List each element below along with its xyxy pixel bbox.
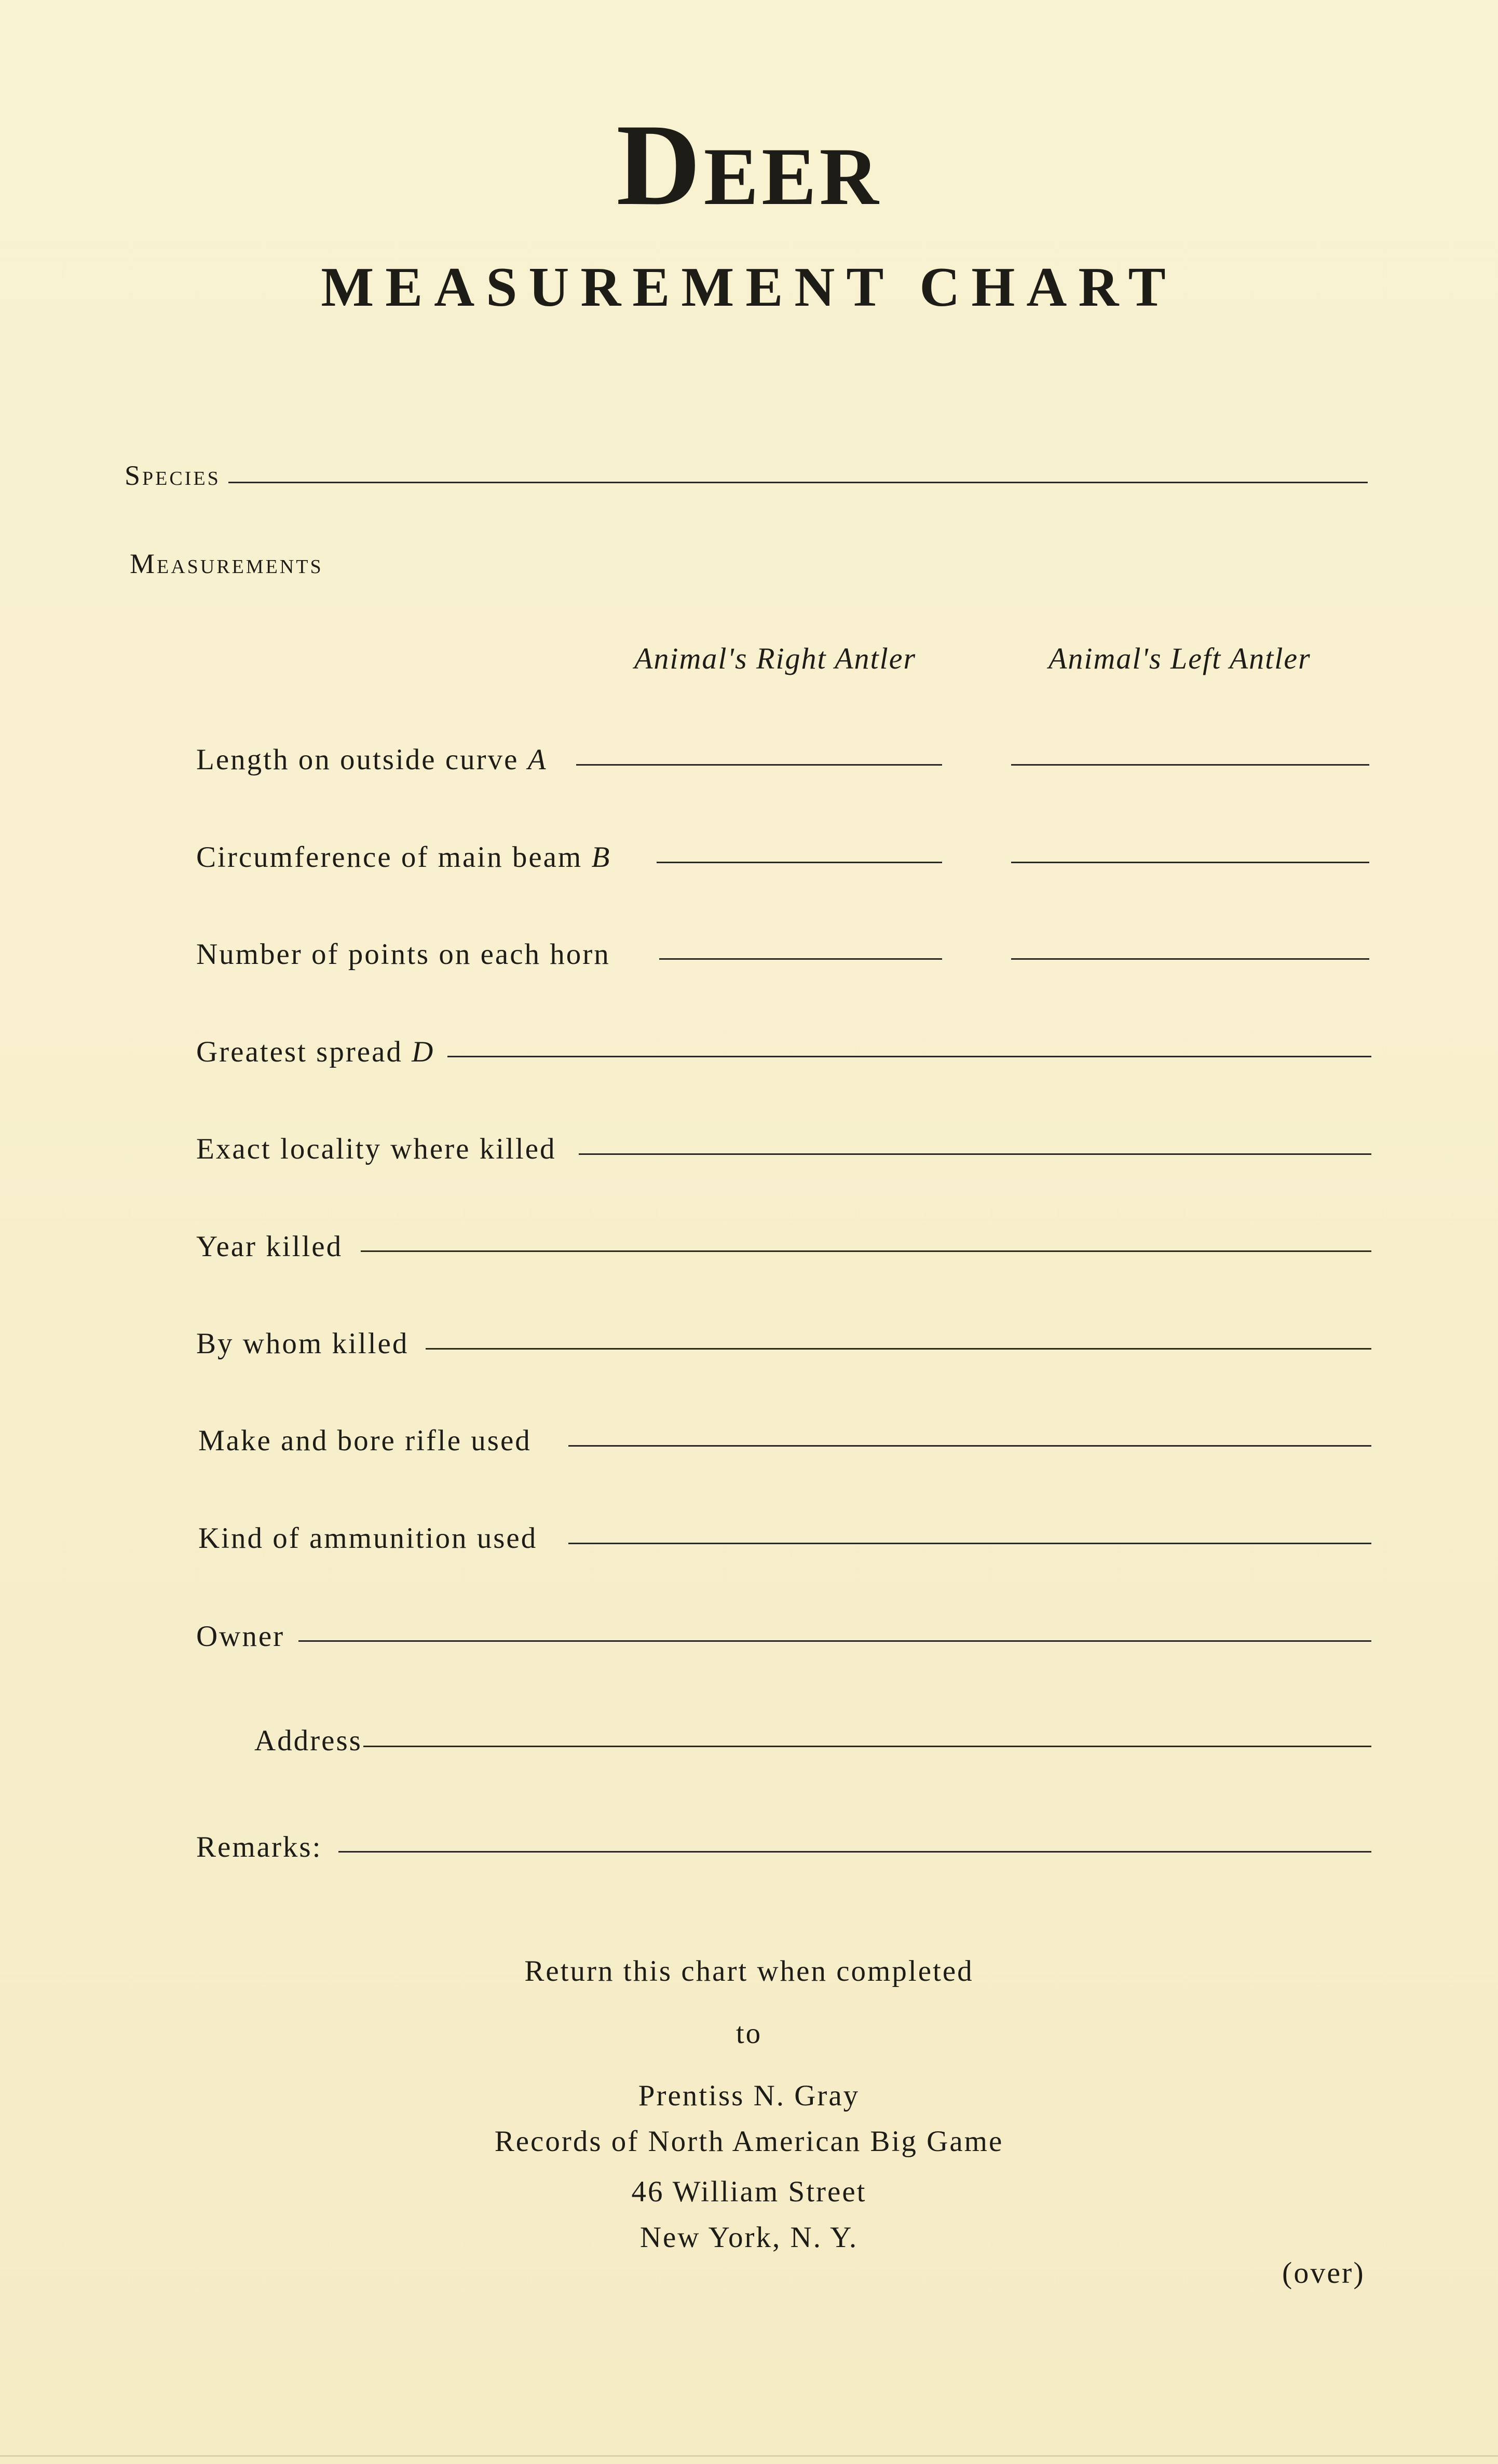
over-note: (over) <box>1282 2256 1365 2290</box>
spread-mark: D <box>412 1036 435 1068</box>
year-field[interactable] <box>361 1250 1371 1252</box>
page-title: Deer <box>616 100 882 229</box>
owner-label: Owner <box>196 1620 285 1653</box>
rifle-label: Make and bore rifle used <box>198 1424 532 1457</box>
species-field[interactable] <box>228 482 1368 483</box>
points-label: Number of points on each horn <box>196 938 610 971</box>
length-right-field[interactable] <box>576 764 942 766</box>
address-field[interactable] <box>363 1746 1371 1747</box>
ammo-field[interactable] <box>568 1543 1371 1544</box>
whom-label: By whom killed <box>196 1327 409 1360</box>
remarks-label: Remarks: <box>196 1831 322 1863</box>
points-left-field[interactable] <box>1011 958 1369 960</box>
spread-field[interactable] <box>447 1056 1371 1057</box>
circumference-label: Circumference of main beam B <box>196 841 611 874</box>
return-to: to <box>736 2017 762 2050</box>
return-instruction: Return this chart when completed <box>524 1955 974 1987</box>
right-antler-header: Animal's Right Antler <box>634 642 917 675</box>
page-subtitle: MEASUREMENT CHART <box>321 256 1177 318</box>
circumference-left-field[interactable] <box>1011 862 1369 863</box>
remarks-field[interactable] <box>338 1851 1371 1853</box>
recipient-street: 46 William Street <box>631 2175 867 2208</box>
length-mark: A <box>527 743 548 776</box>
locality-label: Exact locality where killed <box>196 1133 556 1165</box>
rifle-field[interactable] <box>568 1445 1371 1447</box>
species-label: Species <box>125 460 221 491</box>
whom-field[interactable] <box>426 1348 1371 1350</box>
length-left-field[interactable] <box>1011 764 1369 766</box>
length-label: Length on outside curve A <box>196 743 548 776</box>
ammo-label: Kind of ammunition used <box>198 1522 538 1555</box>
recipient-city: New York, N. Y. <box>639 2221 859 2254</box>
locality-field[interactable] <box>579 1153 1371 1155</box>
left-antler-header: Animal's Left Antler <box>1048 642 1311 675</box>
page-edge <box>0 2455 1498 2457</box>
recipient-organization: Records of North American Big Game <box>494 2125 1004 2158</box>
year-label: Year killed <box>196 1230 343 1263</box>
circumference-mark: B <box>591 841 611 874</box>
points-right-field[interactable] <box>659 958 942 960</box>
owner-field[interactable] <box>298 1640 1371 1642</box>
spread-label: Greatest spread D <box>196 1036 435 1068</box>
address-label: Address <box>254 1724 362 1757</box>
recipient-name: Prentiss N. Gray <box>638 2079 860 2112</box>
measurements-label: Measurements <box>130 548 323 579</box>
circumference-right-field[interactable] <box>657 862 942 863</box>
